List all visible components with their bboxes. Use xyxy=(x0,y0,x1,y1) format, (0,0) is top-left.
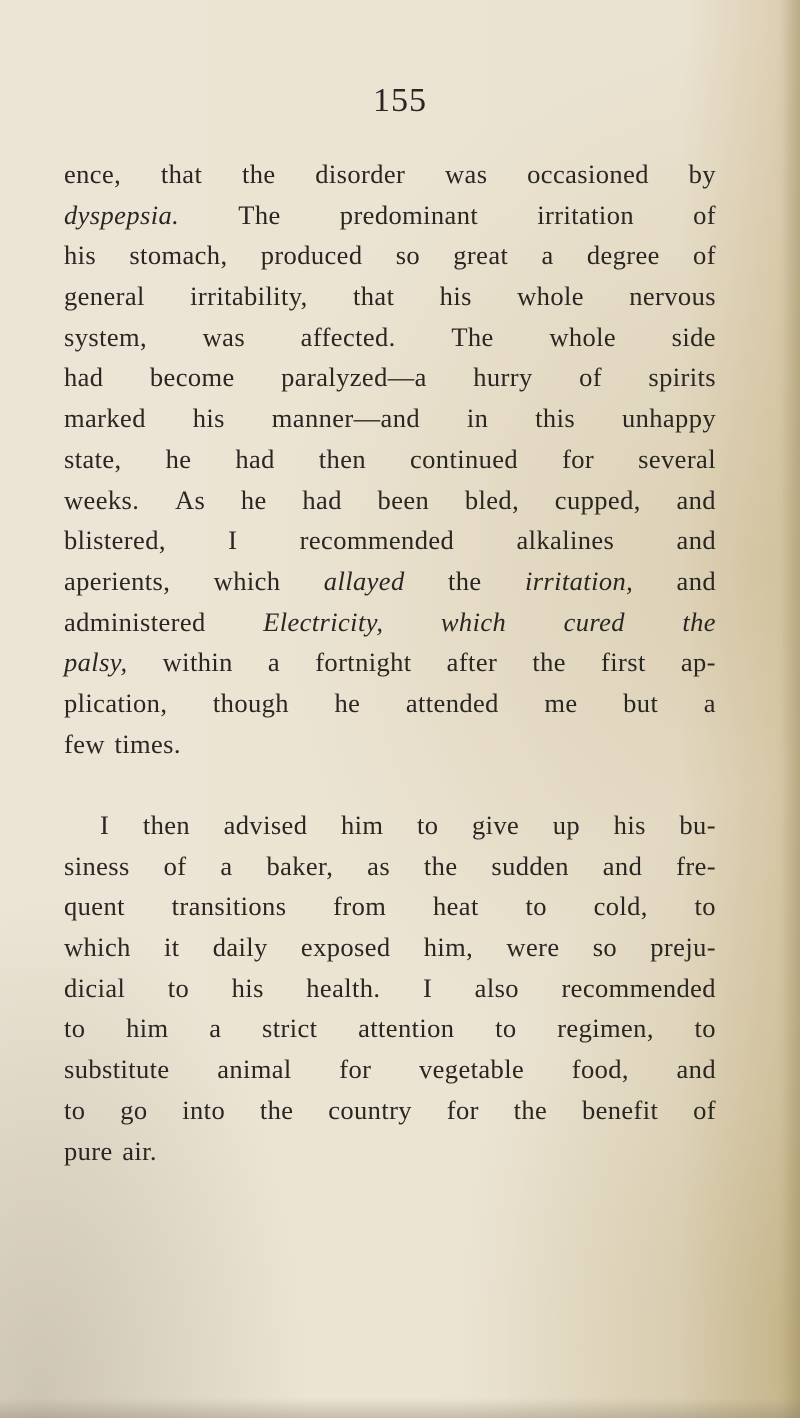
word: for xyxy=(562,443,595,474)
word: blistered, xyxy=(64,525,166,556)
word: which xyxy=(213,565,281,596)
word: to xyxy=(416,810,439,840)
word: strict xyxy=(262,1013,318,1044)
word: ence, xyxy=(64,159,122,189)
word: become xyxy=(149,362,235,393)
word: he xyxy=(240,484,267,515)
word: been xyxy=(377,484,430,515)
text-line xyxy=(64,805,716,846)
word: attention xyxy=(358,1013,455,1044)
word: from xyxy=(333,891,387,922)
word: daily xyxy=(212,932,268,963)
word: to xyxy=(167,972,190,1003)
word: then xyxy=(318,443,367,474)
word: and xyxy=(676,565,716,596)
word: system, xyxy=(64,321,148,352)
text-line xyxy=(64,561,716,602)
word: side xyxy=(671,321,716,352)
word: affected. xyxy=(300,321,396,352)
word: The xyxy=(238,199,281,230)
word: to xyxy=(694,891,716,922)
word: cured xyxy=(563,606,625,637)
word: this xyxy=(535,403,576,434)
word: allayed xyxy=(323,565,405,596)
word: to xyxy=(694,1013,716,1044)
word: palsy, xyxy=(64,647,128,678)
paragraph-gap xyxy=(64,764,716,805)
text-line xyxy=(64,480,716,521)
word: Electricity, xyxy=(263,606,384,637)
word: cupped, xyxy=(554,484,641,515)
word: health. xyxy=(306,972,381,1003)
text-line xyxy=(64,683,716,724)
page-bottom-shadow xyxy=(0,1398,800,1418)
word: to xyxy=(64,1013,86,1044)
word: siness xyxy=(64,850,130,881)
word: within xyxy=(162,647,233,678)
word: to xyxy=(525,891,547,922)
word: attended xyxy=(405,687,499,718)
word: preju- xyxy=(650,932,716,963)
word: by xyxy=(688,159,716,189)
text-line xyxy=(64,398,716,439)
word: marked xyxy=(64,403,146,434)
word: a xyxy=(209,1013,222,1044)
word: administered xyxy=(64,606,206,637)
word: his xyxy=(613,810,646,840)
word: a xyxy=(703,687,716,718)
word: so xyxy=(395,240,421,271)
word: and xyxy=(602,850,643,881)
word: food, xyxy=(571,1054,629,1085)
word: The xyxy=(451,321,494,352)
text-line xyxy=(64,154,716,195)
text-line xyxy=(64,276,716,317)
word: recommended xyxy=(299,525,455,556)
word: his xyxy=(64,240,97,271)
word: bled, xyxy=(464,484,520,515)
word: whole xyxy=(549,321,617,352)
word: to xyxy=(64,1094,86,1125)
word: was xyxy=(202,321,246,352)
word: unhappy xyxy=(621,403,716,434)
word: alkalines xyxy=(516,525,615,556)
text-line xyxy=(64,642,716,683)
word: his xyxy=(192,403,225,434)
word: me xyxy=(544,687,578,718)
word: transitions xyxy=(171,891,287,922)
word: disorder xyxy=(315,159,406,189)
word: him, xyxy=(423,932,474,963)
word: advised xyxy=(223,810,308,840)
word: and xyxy=(676,1054,716,1085)
word: cold, xyxy=(593,891,648,922)
word: him xyxy=(340,810,384,840)
word: so xyxy=(592,932,618,963)
word: I xyxy=(228,525,238,556)
word: regimen, xyxy=(557,1013,654,1044)
text-line xyxy=(64,1131,716,1172)
word: fre- xyxy=(676,850,716,881)
word: air. xyxy=(122,1135,157,1166)
word: stomach, xyxy=(129,240,228,271)
word: for xyxy=(339,1054,372,1085)
paragraph xyxy=(64,805,716,1171)
text-line xyxy=(64,602,716,643)
word: as xyxy=(367,850,391,881)
word: then xyxy=(142,810,191,840)
word: nervous xyxy=(629,281,716,312)
word: predominant xyxy=(339,199,479,230)
word: first xyxy=(601,647,646,678)
word: produced xyxy=(260,240,363,271)
word: his xyxy=(231,972,264,1003)
word: the xyxy=(447,565,482,596)
word: the xyxy=(513,1094,548,1125)
word: pure xyxy=(64,1135,113,1166)
word: a xyxy=(220,850,233,881)
word: go xyxy=(120,1094,148,1125)
word: sudden xyxy=(491,850,569,881)
word: he xyxy=(334,687,361,718)
text-line xyxy=(64,520,716,561)
word: the xyxy=(423,850,458,881)
word: benefit xyxy=(581,1094,659,1125)
text-line xyxy=(64,968,716,1009)
word: of xyxy=(693,240,716,271)
word: of xyxy=(163,850,187,881)
word: in xyxy=(466,403,489,434)
word: which xyxy=(64,932,131,963)
text-line xyxy=(64,927,716,968)
word: As xyxy=(174,484,206,515)
word: degree xyxy=(586,240,660,271)
word: also xyxy=(474,972,519,1003)
word: several xyxy=(638,443,716,474)
word: had xyxy=(302,484,342,515)
text-line xyxy=(64,317,716,358)
word: substitute xyxy=(64,1054,170,1085)
word: him xyxy=(126,1013,169,1044)
text-line xyxy=(64,1008,716,1049)
word: whole xyxy=(517,281,584,312)
word: continued xyxy=(409,443,519,474)
word: I xyxy=(100,810,110,840)
word: of xyxy=(693,199,716,230)
word: general xyxy=(64,281,145,312)
word: a xyxy=(541,240,554,271)
text-line xyxy=(64,724,716,765)
word: manner—and xyxy=(271,403,420,434)
word: times. xyxy=(114,728,181,759)
page-number: 155 xyxy=(373,82,427,119)
word: but xyxy=(623,687,659,718)
word: aperients, xyxy=(64,565,171,596)
word: ap- xyxy=(680,647,716,678)
word: exposed xyxy=(300,932,391,963)
word: were xyxy=(506,932,560,963)
word: irritation xyxy=(537,199,634,230)
page-edge-shadow xyxy=(782,0,800,1418)
word: and xyxy=(676,525,716,556)
word: after xyxy=(446,647,498,678)
text-line xyxy=(64,886,716,927)
text-line xyxy=(64,195,716,236)
word: animal xyxy=(217,1054,292,1085)
body-text xyxy=(64,154,716,1171)
word: irritability, xyxy=(190,281,308,312)
word: of xyxy=(579,362,602,393)
word: the xyxy=(532,647,566,678)
word: occasioned xyxy=(527,159,649,189)
text-line xyxy=(64,235,716,276)
word: the xyxy=(682,606,716,637)
word: was xyxy=(445,159,488,189)
word: the xyxy=(241,159,276,189)
text-line xyxy=(64,846,716,887)
word: quent xyxy=(64,891,125,922)
word: hurry xyxy=(473,362,533,393)
word: and xyxy=(676,484,716,515)
word: give xyxy=(471,810,520,840)
word: though xyxy=(212,687,289,718)
word: it xyxy=(163,932,180,963)
paragraph xyxy=(64,154,716,764)
word: bu- xyxy=(679,810,716,840)
word: I xyxy=(422,972,433,1003)
word: a xyxy=(267,647,281,678)
text-line xyxy=(64,1049,716,1090)
word: had xyxy=(64,362,104,393)
word: weeks. xyxy=(64,484,140,515)
word: his xyxy=(439,281,472,312)
word: great xyxy=(453,240,509,271)
word: fortnight xyxy=(315,647,412,678)
word: recommended xyxy=(561,972,716,1003)
word: to xyxy=(495,1013,517,1044)
word: that xyxy=(353,281,395,312)
word: he xyxy=(165,443,192,474)
word: that xyxy=(160,159,203,189)
word: heat xyxy=(432,891,479,922)
text-line xyxy=(64,1090,716,1131)
word: of xyxy=(693,1094,716,1125)
word: plication, xyxy=(64,687,168,718)
word: had xyxy=(235,443,275,474)
word: paralyzed—a xyxy=(281,362,427,393)
word: for xyxy=(446,1094,479,1125)
word: state, xyxy=(64,443,122,474)
word: dicial xyxy=(64,972,126,1003)
word: dyspepsia. xyxy=(64,199,180,230)
word: country xyxy=(328,1094,412,1125)
word: irritation, xyxy=(524,565,634,596)
word: vegetable xyxy=(419,1054,525,1085)
word: few xyxy=(64,728,105,759)
word: baker, xyxy=(266,850,334,881)
text-line xyxy=(64,357,716,398)
word: into xyxy=(182,1094,226,1125)
text-line xyxy=(64,439,716,480)
word: up xyxy=(552,810,581,840)
word: the xyxy=(259,1094,294,1125)
word: which xyxy=(440,606,507,637)
word: spirits xyxy=(648,362,716,393)
